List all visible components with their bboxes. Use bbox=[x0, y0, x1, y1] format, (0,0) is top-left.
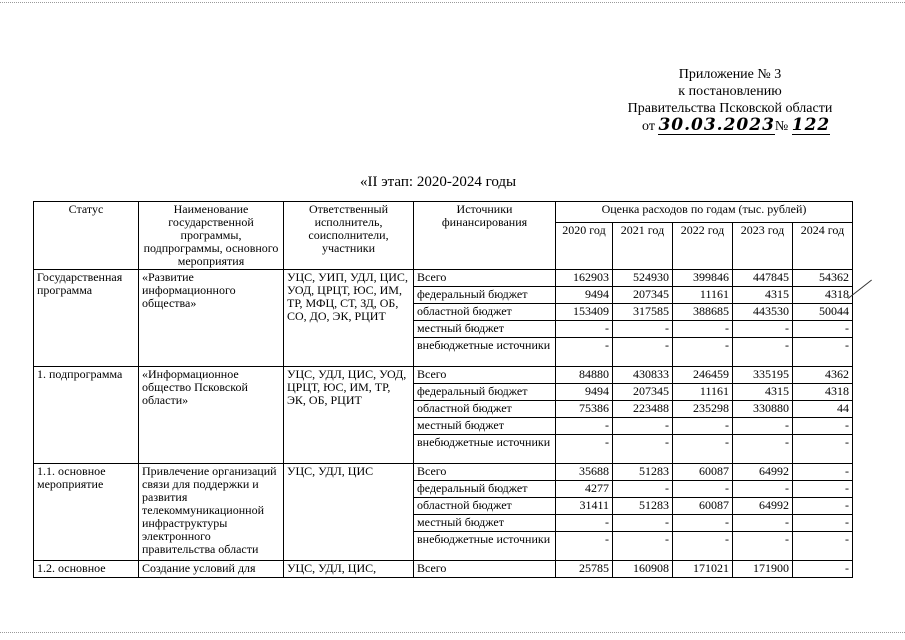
appendix-date-line bbox=[600, 117, 860, 135]
value-cell: - bbox=[673, 435, 733, 464]
value-cell: - bbox=[673, 532, 733, 561]
value-cell: 25785 bbox=[556, 561, 613, 578]
value-cell: - bbox=[556, 532, 613, 561]
name-cell: «Развитие информационного общества» bbox=[139, 270, 284, 367]
value-cell: - bbox=[793, 532, 853, 561]
stage-title: «II этап: 2020-2024 годы bbox=[360, 174, 517, 190]
value-cell: - bbox=[733, 321, 793, 338]
value-cell: - bbox=[673, 481, 733, 498]
handwritten-date: 30.03.2023 bbox=[658, 115, 775, 135]
header-sources: Источники финансирования bbox=[414, 202, 556, 270]
value-cell: 9494 bbox=[556, 384, 613, 401]
header-year-2023: 2023 год bbox=[733, 223, 793, 270]
value-cell: 4315 bbox=[733, 384, 793, 401]
value-cell: 223488 bbox=[613, 401, 673, 418]
value-cell: - bbox=[673, 418, 733, 435]
header-year-2021: 2021 год bbox=[613, 223, 673, 270]
value-cell: 330880 bbox=[733, 401, 793, 418]
name-cell: Создание условий для bbox=[139, 561, 284, 578]
header-year-2024: 2024 год bbox=[793, 223, 853, 270]
value-cell: 399846 bbox=[673, 270, 733, 287]
value-cell: 171021 bbox=[673, 561, 733, 578]
value-cell: 64992 bbox=[733, 498, 793, 515]
value-cell: - bbox=[793, 498, 853, 515]
value-cell: 430833 bbox=[613, 367, 673, 384]
table-row bbox=[34, 464, 853, 481]
source-cell: областной бюджет bbox=[414, 304, 556, 321]
value-cell: - bbox=[793, 418, 853, 435]
value-cell: 207345 bbox=[613, 287, 673, 304]
source-cell: местный бюджет bbox=[414, 515, 556, 532]
responsible-cell: УЦС, УИП, УДЛ, ЦИС, УОД, ЦРЦТ, ЮС, ИМ, ТР, МФЦ, СТ, ЗД, ОБ, СО, ДО, ЭК, РЦИТ bbox=[284, 270, 414, 367]
source-cell: Всего bbox=[414, 367, 556, 384]
value-cell: - bbox=[613, 435, 673, 464]
source-cell: местный бюджет bbox=[414, 321, 556, 338]
responsible-cell: УЦС, УДЛ, ЦИС, bbox=[284, 561, 414, 578]
value-cell: - bbox=[556, 338, 613, 367]
value-cell: - bbox=[556, 515, 613, 532]
value-cell: - bbox=[793, 481, 853, 498]
value-cell: - bbox=[556, 418, 613, 435]
value-cell: - bbox=[613, 321, 673, 338]
status-cell: 1.2. основное bbox=[34, 561, 139, 578]
value-cell: 524930 bbox=[613, 270, 673, 287]
source-cell: федеральный бюджет bbox=[414, 287, 556, 304]
value-cell: - bbox=[733, 481, 793, 498]
value-cell: - bbox=[673, 515, 733, 532]
value-cell: 54362 bbox=[793, 270, 853, 287]
responsible-cell: УЦС, УДЛ, ЦИС bbox=[284, 464, 414, 561]
value-cell: 4318 bbox=[793, 287, 853, 304]
value-cell: 31411 bbox=[556, 498, 613, 515]
table-body bbox=[34, 270, 853, 578]
appendix-line-1: Приложение № 3 bbox=[678, 67, 782, 82]
from-label: от bbox=[642, 119, 655, 134]
scan-edge-bottom bbox=[0, 632, 905, 635]
value-cell: 4318 bbox=[793, 384, 853, 401]
value-cell: 9494 bbox=[556, 287, 613, 304]
appendix-line-2: к постановлению bbox=[678, 84, 782, 99]
value-cell: 160908 bbox=[613, 561, 673, 578]
value-cell: - bbox=[613, 532, 673, 561]
source-cell: внебюджетные источники bbox=[414, 532, 556, 561]
source-cell: внебюджетные источники bbox=[414, 338, 556, 367]
status-cell: 1.1. основное мероприятие bbox=[34, 464, 139, 561]
source-cell: внебюджетные источники bbox=[414, 435, 556, 464]
value-cell: - bbox=[556, 435, 613, 464]
value-cell: 44 bbox=[793, 401, 853, 418]
header-responsible: Ответственный исполнитель, соисполнители, участники bbox=[284, 202, 414, 270]
appendix-header bbox=[600, 66, 860, 135]
value-cell: 11161 bbox=[673, 384, 733, 401]
value-cell: 75386 bbox=[556, 401, 613, 418]
value-cell: - bbox=[613, 515, 673, 532]
value-cell: 60087 bbox=[673, 464, 733, 481]
value-cell: 4277 bbox=[556, 481, 613, 498]
value-cell: - bbox=[733, 338, 793, 367]
header-row-1 bbox=[34, 202, 853, 223]
table-row bbox=[34, 270, 853, 287]
value-cell: 447845 bbox=[733, 270, 793, 287]
appendix-line-3: Правительства Псковской области bbox=[627, 101, 833, 116]
expenditure-table bbox=[33, 201, 853, 578]
value-cell: 51283 bbox=[613, 464, 673, 481]
header-year-2022: 2022 год bbox=[673, 223, 733, 270]
name-cell: Привлечение организаций связи для поддержки и развития телекоммуникационной инфраструктуры электронного правительства области bbox=[139, 464, 284, 561]
value-cell: - bbox=[793, 321, 853, 338]
value-cell: - bbox=[613, 418, 673, 435]
source-cell: областной бюджет bbox=[414, 498, 556, 515]
value-cell: - bbox=[793, 464, 853, 481]
header-estimate: Оценка расходов по годам (тыс. рублей) bbox=[556, 202, 853, 223]
value-cell: - bbox=[733, 532, 793, 561]
table-row bbox=[34, 561, 853, 578]
value-cell: 246459 bbox=[673, 367, 733, 384]
scan-edge-top bbox=[0, 2, 905, 5]
handwritten-number: 122 bbox=[791, 115, 831, 135]
value-cell: 4362 bbox=[793, 367, 853, 384]
status-cell: Государственная программа bbox=[34, 270, 139, 367]
value-cell: 35688 bbox=[556, 464, 613, 481]
value-cell: 153409 bbox=[556, 304, 613, 321]
responsible-cell: УЦС, УДЛ, ЦИС, УОД, ЦРЦТ, ЮС, ИМ, ТР, ЭК, ОБ, РЦИТ bbox=[284, 367, 414, 464]
value-cell: 207345 bbox=[613, 384, 673, 401]
name-cell: «Информационное общество Псковской области» bbox=[139, 367, 284, 464]
value-cell: 84880 bbox=[556, 367, 613, 384]
source-cell: Всего bbox=[414, 270, 556, 287]
value-cell: - bbox=[673, 338, 733, 367]
value-cell: - bbox=[556, 321, 613, 338]
source-cell: федеральный бюджет bbox=[414, 384, 556, 401]
source-cell: областной бюджет bbox=[414, 401, 556, 418]
value-cell: - bbox=[733, 435, 793, 464]
value-cell: - bbox=[613, 481, 673, 498]
header-year-2020: 2020 год bbox=[556, 223, 613, 270]
value-cell: - bbox=[733, 418, 793, 435]
value-cell: 317585 bbox=[613, 304, 673, 321]
source-cell: Всего bbox=[414, 464, 556, 481]
value-cell: 64992 bbox=[733, 464, 793, 481]
value-cell: - bbox=[673, 321, 733, 338]
value-cell: 235298 bbox=[673, 401, 733, 418]
status-cell: 1. подпрограмма bbox=[34, 367, 139, 464]
value-cell: 60087 bbox=[673, 498, 733, 515]
value-cell: 11161 bbox=[673, 287, 733, 304]
value-cell: 4315 bbox=[733, 287, 793, 304]
value-cell: - bbox=[793, 515, 853, 532]
value-cell: - bbox=[733, 515, 793, 532]
value-cell: - bbox=[793, 338, 853, 367]
number-sign: № bbox=[774, 119, 789, 134]
source-cell: федеральный бюджет bbox=[414, 481, 556, 498]
value-cell: - bbox=[793, 435, 853, 464]
value-cell: 162903 bbox=[556, 270, 613, 287]
header-name: Наименование государственной программы, подпрограммы, основного мероприятия bbox=[139, 202, 284, 270]
source-cell: местный бюджет bbox=[414, 418, 556, 435]
value-cell: 443530 bbox=[733, 304, 793, 321]
table-row bbox=[34, 367, 853, 384]
value-cell: - bbox=[793, 561, 853, 578]
value-cell: 335195 bbox=[733, 367, 793, 384]
value-cell: 388685 bbox=[673, 304, 733, 321]
source-cell: Всего bbox=[414, 561, 556, 578]
value-cell: 50044 bbox=[793, 304, 853, 321]
value-cell: 171900 bbox=[733, 561, 793, 578]
value-cell: 51283 bbox=[613, 498, 673, 515]
value-cell: - bbox=[613, 338, 673, 367]
header-status: Статус bbox=[34, 202, 139, 270]
